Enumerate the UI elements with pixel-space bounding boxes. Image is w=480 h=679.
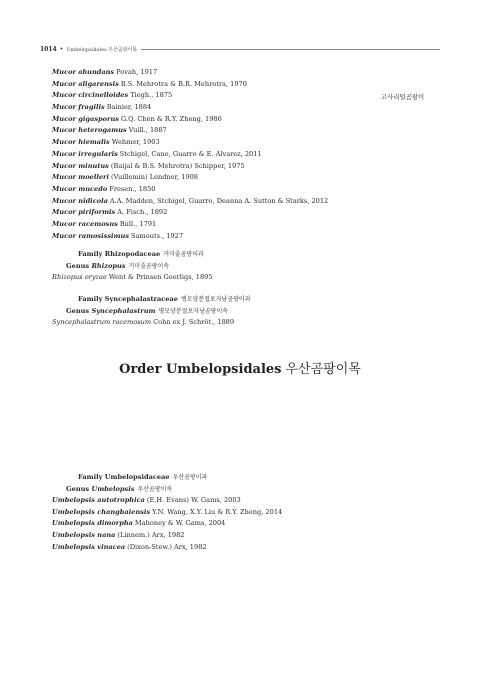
species-entry bbox=[52, 495, 282, 507]
family-korean-name: 우산곰팡이과 bbox=[172, 474, 208, 481]
running-header bbox=[40, 44, 440, 54]
genus-name: Syncephalastrum bbox=[91, 307, 156, 315]
species-entry bbox=[52, 161, 328, 173]
species-name: Mucor hiemalis bbox=[52, 138, 110, 147]
species-author: Y.N. Wang, X.Y. Liu & R.Y. Zheng, 2014 bbox=[152, 507, 283, 516]
species-entry bbox=[52, 79, 328, 91]
species-author: Fresen., 1850 bbox=[109, 184, 156, 193]
species-entry bbox=[52, 149, 328, 161]
species-name: Mucor fragilis bbox=[52, 103, 105, 112]
species-author: B.S. Mehrotra & B.R. Mehrotra, 1970 bbox=[120, 79, 247, 88]
family-heading bbox=[78, 249, 204, 258]
species-author: Povah, 1917 bbox=[116, 68, 158, 76]
genus-prefix: Genus bbox=[66, 485, 90, 493]
species-name: Mucor abundans bbox=[52, 68, 115, 76]
genus-prefix: Genus bbox=[66, 307, 90, 315]
species-author: Tiegh., 1875 bbox=[130, 91, 173, 100]
genus-heading bbox=[66, 484, 172, 493]
species-name: Syncephalastrum racemosum bbox=[52, 318, 152, 326]
family-prefix: Family bbox=[78, 473, 103, 481]
genus-korean-name: 우산곰팡이속 bbox=[137, 486, 173, 493]
species-entry bbox=[52, 90, 328, 102]
header-bullet: • bbox=[59, 45, 64, 53]
running-title: Umbelopsidales 우산곰팡이목 bbox=[66, 46, 138, 53]
species-entry bbox=[52, 196, 328, 208]
species-entry bbox=[52, 219, 328, 231]
species-author: Vuill., 1887 bbox=[128, 126, 167, 135]
species-author: Stchigel, Cano, Guarro & E. Álvarez, 2011 bbox=[119, 149, 262, 158]
species-name: Mucor heterogamus bbox=[52, 126, 127, 135]
species-name: Mucor circinelloides bbox=[52, 91, 129, 100]
species-entry bbox=[52, 273, 213, 281]
species-author: G.Q. Chen & R.Y. Zheng, 1986 bbox=[120, 114, 222, 123]
species-name: Mucor aligarensis bbox=[52, 79, 119, 88]
species-name: Mucor piriformis bbox=[52, 208, 116, 217]
species-author: Bainier, 1884 bbox=[106, 103, 152, 112]
species-name: Mucor moelleri bbox=[52, 173, 110, 182]
species-name: Umbelopsis changbaiensis bbox=[52, 507, 151, 516]
page-number: 1014 bbox=[40, 45, 57, 53]
species-name: Mucor nidicola bbox=[52, 196, 108, 205]
species-entry bbox=[52, 102, 328, 114]
species-author: (Linnem.) Arx, 1982 bbox=[117, 531, 185, 540]
genus-prefix: Genus bbox=[66, 262, 90, 270]
species-entry bbox=[52, 125, 328, 137]
species-entry bbox=[52, 67, 328, 79]
species-name: Umbelopsis nana bbox=[52, 531, 116, 540]
family-prefix: Family bbox=[78, 250, 103, 258]
species-author: (E.H. Evans) W. Gams, 2003 bbox=[146, 496, 241, 504]
mucor-species-list bbox=[52, 67, 328, 242]
order-name: Order Umbelopsidales bbox=[119, 362, 282, 377]
species-author: A. Fisch., 1892 bbox=[117, 208, 168, 217]
genus-name: Rhizopus bbox=[91, 262, 126, 270]
species-entry bbox=[52, 530, 282, 542]
species-author: Bull., 1791 bbox=[119, 219, 157, 228]
species-author: (Dixon-Stew.) Arx, 1982 bbox=[127, 542, 207, 551]
family-korean-name: 거미줄곰팡이과 bbox=[163, 251, 204, 258]
genus-heading bbox=[66, 306, 228, 315]
species-entry bbox=[52, 231, 328, 243]
umbelopsis-species-list bbox=[52, 495, 282, 553]
species-entry bbox=[52, 207, 328, 219]
species-entry bbox=[52, 518, 282, 530]
korean-common-name: 고사리털곰팡이 bbox=[381, 93, 425, 101]
species-author: Went & Prinsen Geerligs, 1895 bbox=[108, 273, 213, 281]
species-author: A.A. Madden, Stchigel, Guarro, Deanna A. Sutton & Starks, 2012 bbox=[109, 196, 329, 205]
genus-korean-name: 병모양분절포자낭곰팡이속 bbox=[158, 308, 229, 315]
species-name: Umbelopsis dimorpha bbox=[52, 519, 133, 528]
family-name: Syncephalastraceae bbox=[104, 295, 178, 303]
species-name: Mucor gigasporus bbox=[52, 114, 119, 123]
species-name: Mucor ramosissimus bbox=[52, 231, 130, 240]
species-entry bbox=[52, 507, 282, 519]
family-name: Rhizopodaceae bbox=[104, 250, 161, 258]
species-name: Mucor mucedo bbox=[52, 184, 108, 193]
species-entry bbox=[52, 114, 328, 126]
species-entry bbox=[52, 318, 234, 326]
genus-heading bbox=[66, 261, 169, 270]
species-author: (Baijal & B.S. Mehrotra) Schipper, 1975 bbox=[110, 161, 245, 170]
family-heading bbox=[78, 294, 251, 303]
species-author: Mahoney & W. Gams, 2004 bbox=[134, 519, 226, 528]
order-korean-name: 우산곰팡이목 bbox=[285, 362, 361, 377]
species-author: (Vuillemin) Lendner, 1908 bbox=[111, 173, 198, 182]
species-entry bbox=[52, 137, 328, 149]
species-entry bbox=[52, 184, 328, 196]
genus-korean-name: 거미줄곰팡이속 bbox=[128, 263, 170, 270]
species-author: Cohn ex J. Schröt., 1889 bbox=[153, 318, 235, 326]
species-name: Mucor irregularis bbox=[52, 149, 118, 158]
species-entry bbox=[52, 542, 282, 554]
family-prefix: Family bbox=[78, 295, 103, 303]
species-name: Mucor minutus bbox=[52, 161, 109, 170]
species-entry bbox=[52, 172, 328, 184]
species-name: Mucor racemosus bbox=[52, 219, 118, 228]
species-name: Rhizopus oryzae bbox=[52, 273, 107, 281]
species-name: Umbelopsis autotrophica bbox=[52, 496, 145, 504]
species-author: Wehmer, 1903 bbox=[111, 138, 160, 147]
family-heading bbox=[78, 472, 207, 481]
family-name: Umbelopsidaceae bbox=[104, 473, 170, 481]
species-author: Samouts., 1927 bbox=[131, 231, 184, 240]
order-title bbox=[0, 358, 480, 377]
family-korean-name: 병모양분절포자낭곰팡이과 bbox=[180, 296, 251, 303]
header-rule bbox=[141, 49, 440, 50]
species-name: Umbelopsis vinacea bbox=[52, 542, 126, 551]
genus-name: Umbelopsis bbox=[91, 485, 135, 493]
